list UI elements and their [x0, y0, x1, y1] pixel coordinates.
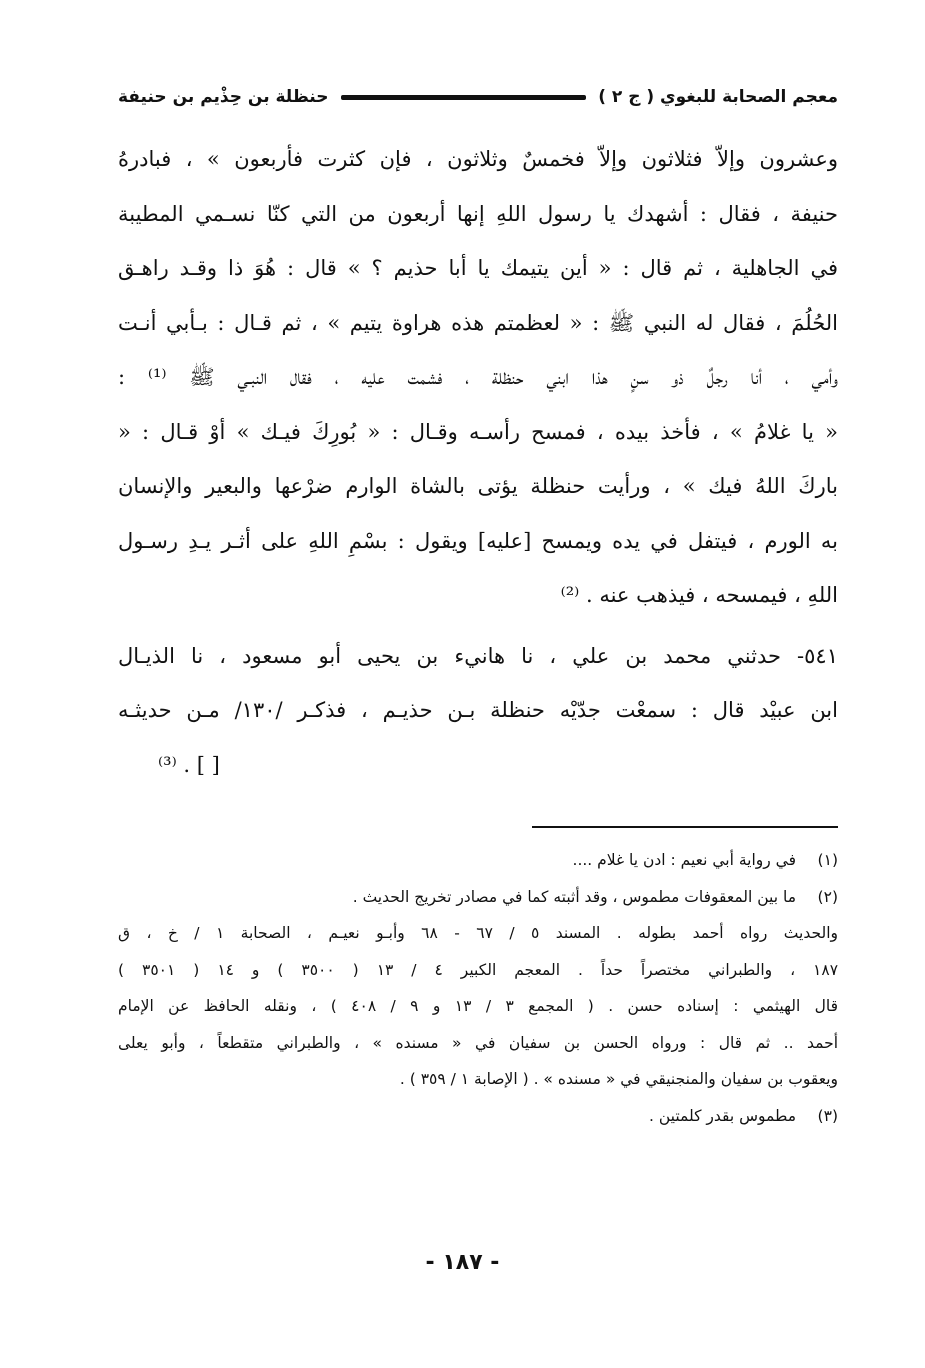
footnote-continuation: [118, 1025, 838, 1062]
footnote-text: ويعقوب بن سفيان والمنجنيقي في « مسنده » . ( الإصابة ١ / ٣٥٩ ) .: [399, 1070, 838, 1088]
hadith-line: ٥٤١- حدثني محمد بن علي ، نا هانيء بن يحيى أبو مسعود ، نا الذيـال: [118, 643, 838, 668]
footnote: [118, 1098, 838, 1135]
footnote-text: مطموس بقدر كلمتين .: [648, 1106, 796, 1125]
text-line: « يا غلامُ » ، فأخذ بيده ، فمسح رأسـه وقـال : « بُورِكَ فيـك » أوْ قـال : «: [118, 419, 838, 444]
main-text: [118, 132, 838, 792]
hadith-line: [ ] . ⁽³⁾: [158, 752, 220, 777]
text-line: وعشرون وإلاّ فثلاثون وإلاّ فخمسٌ وثلاثون ، فإن كثرت فأربعون » ، فبادرهُ: [118, 147, 838, 171]
footnote-number: (٣): [817, 1106, 838, 1125]
footnote-number: (٢): [817, 887, 838, 906]
footnote-continuation: [118, 915, 838, 952]
footnote-continuation: [118, 1061, 838, 1098]
text-line: اللهِ ، فيمسحه ، فيذهب عنه . ⁽²⁾: [560, 583, 838, 607]
footnote-continuation: [118, 988, 838, 1025]
entry-title: حنظلة بن حِذْيم بن حنيفة: [118, 87, 329, 107]
page-number: - ١٨٧ -: [425, 1250, 500, 1275]
book-title: معجم الصحابة للبغوي ( ج ٢ ): [598, 87, 838, 107]
footnote-text: في رواية أبي نعيم : ادن يا غلام ....: [572, 851, 796, 869]
footnote-continuation: [118, 952, 838, 989]
text-line: حنيفة ، فقال : أشهدك يا رسول اللهِ إنها أربعون من التي كنّا نسـمي المطيبة: [118, 201, 838, 226]
footnote-separator: [532, 826, 838, 828]
header-rule: [341, 95, 587, 100]
footnote-text: والحديث رواه أحمد بطوله . المسند ٥ / ٦٧ - ٦٨ وأبـو نعيـم ، الصحابة ١ / خ ، ق: [118, 924, 838, 942]
footnote-text: قال الهيثمي : إسناده حسن . ( المجمع ٣ / ١٣ و ٩ / ٤٠٨ ) ، ونقله الحافظ عن الإمام: [118, 997, 838, 1015]
footnote: [118, 879, 838, 916]
text-line: في الجاهلية ، ثم قال : « أين يتيمك يا أبا حذيم ؟ » قال : هُوَ ذا وقـد راهـق: [118, 256, 838, 280]
running-header: [118, 80, 838, 114]
footnote-text: ١٨٧ ، والطبراني مختصراً حداً . المعجم الكبير ٤ / ١٣ ( ٣٥٠٠ ) و ١٤ ( ٣٥٠١ ): [118, 960, 838, 979]
footnote-text: أحمد .. ثم قال : ورواه الحسن بن سفيان في « مسنده » ، والطبراني متقطعاً ، وأبو يعلى: [118, 1033, 838, 1052]
text-line: الحُلُمَ ، فقال له النبي ﷺ : « لعظمتم هذه هراوة يتيم » ، ثم قـال : بـأبي أنـت: [118, 310, 838, 335]
text-line: باركَ اللهُ فيك » ، ورأيت حنظلة يؤتى بالشاة الوارم ضرْعها والبعير والإنسان: [118, 474, 838, 498]
text-line: به الورم ، فيتفل في يده ويمسح [عليه] ويقول : بسْمِ اللهِ على أثـر يـدِ رسـول: [118, 528, 838, 553]
footnotes: [118, 842, 838, 1134]
footnote: [118, 842, 838, 879]
footnote-number: (١): [817, 851, 838, 869]
footnote-text: ما بين المعقوفات مطموس ، وقد أثبته كما في مصادر تخريج الحديث .: [352, 887, 796, 906]
hadith-line: ابن عبيْد قال : سمعْت جدّيْه حنظلة بـن حذيـم ، فذكـر /١٣٠/ مـن حديثـه: [118, 698, 838, 722]
text-line: وأمي ، أنا رجلٌ ذو سنٍ هذا ابني حنظلة ، فشمت عليه ، فقال النبـي ﷺ ⁽¹⁾ :: [118, 365, 838, 389]
